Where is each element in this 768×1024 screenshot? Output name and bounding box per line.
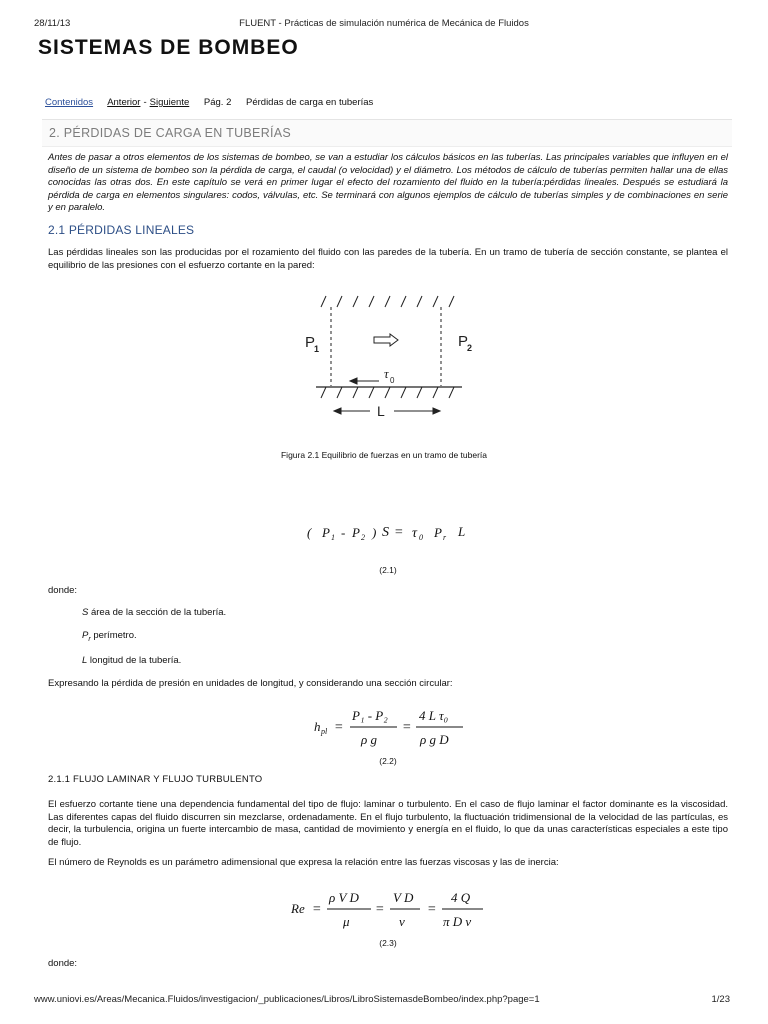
eq3-den3: π D ν — [443, 914, 472, 929]
footer-url: www.uniovi.es/Areas/Mecanica.Fluidos/investigacion/_publicaciones/Libros/LibroSistemasdeBombeo/index.php?page=1 — [34, 994, 540, 1005]
eq3-equals-1: = — [312, 902, 322, 917]
site-title: SISTEMAS DE BOMBEO — [38, 36, 299, 59]
equation-number-2-1: (2.1) — [379, 565, 397, 575]
footer-page-number: 1/23 — [711, 994, 730, 1005]
paragraph-reynolds: El número de Reynolds es un parámetro adimensional que expresa la relación entre las fuerzas viscosas y las de inercia: — [48, 857, 559, 868]
definition-text: perímetro. — [90, 630, 137, 641]
figure-caption: Figura 2.1 Equilibrio de fuerzas en un tramo de tubería — [280, 450, 487, 460]
length-label: L — [377, 403, 385, 419]
pressure-p1-label: P — [305, 334, 316, 351]
paragraph-flow-types: El esfuerzo cortante tiene una dependencia fundamental del tipo de flujo: laminar o turbulento. En el caso de flujo laminar el factor dominante es la viscosidad. Las diferentes capas del fluido discurren sin mezclarse, ordenadamente. En el flujo turbulento, la fluctuación tridimensional de la velocidad de las partículas, es decir, la turbulencia, origina un fuerte intercambio de masa, cantidad de movimiento y energía en el fluido, lo que da unas características especiales a este tipo de flujo. — [48, 799, 728, 848]
print-header-title: FLUENT - Prácticas de simulación numérica de Mecánica de Fluidos — [239, 18, 529, 29]
definition-symbol: L — [82, 655, 88, 666]
eq1-p1: P — [322, 525, 330, 540]
donde-label: donde: — [48, 585, 78, 596]
shear-stress-label: τ — [384, 366, 389, 381]
eq2-num2: 4 L τ₀ — [419, 708, 449, 723]
eq3-re: Re — [291, 901, 305, 916]
section-heading: 2. PÉRDIDAS DE CARGA EN TUBERÍAS — [49, 126, 292, 140]
subsection-heading: 2.1 PÉRDIDAS LINEALES — [48, 223, 195, 237]
eq2-h: h — [314, 719, 321, 734]
eq1-minus: - — [341, 525, 346, 540]
print-date: 28/11/13 — [34, 18, 71, 29]
anterior-link[interactable]: Anterior — [107, 97, 141, 108]
eq1-tau: τ — [412, 526, 418, 541]
eq3-den2: ν — [399, 914, 405, 929]
eq1-open-paren: ( — [307, 525, 312, 540]
siguiente-link[interactable]: Siguiente — [149, 97, 190, 108]
donde-label-2: donde: — [48, 958, 78, 969]
eq1-p1-sub: 1 — [331, 533, 335, 542]
eq1-pr-sub: r — [443, 533, 447, 542]
eq1-s: S — [382, 525, 389, 540]
eq2-h-sub: pl — [321, 727, 328, 736]
eq2-equals-2: = — [402, 720, 412, 735]
eq3-num1: ρ V D — [329, 890, 359, 905]
nav-separator: - — [143, 97, 147, 108]
contenidos-link[interactable]: Contenidos — [45, 97, 94, 108]
eq2-num1: P₁ - P₂ — [352, 708, 388, 723]
definition-symbol: S — [82, 607, 89, 618]
definition-symbol: P — [82, 630, 89, 641]
eq2-den2: ρ g D — [420, 732, 449, 747]
nav-section-name: Pérdidas de carga en tuberías — [246, 97, 374, 108]
eq3-den1: μ — [343, 914, 350, 929]
eq1-tau-sub: 0 — [419, 533, 423, 542]
pressure-p2-label: P — [458, 333, 469, 350]
eq1-p2-sub: 2 — [361, 533, 365, 542]
equation-number-2-3: (2.3) — [379, 938, 397, 948]
paragraph-lineal-losses: Las pérdidas lineales son las producidas por el rozamiento del fluido con las paredes de la tubería. En un tramo de tubería de sección constante, se plantea el equilibrio de las presiones con el esfuerzo cortante en la pared: — [48, 247, 728, 271]
shear-stress-subscript: 0 — [390, 376, 395, 385]
eq1-p2: P — [352, 525, 360, 540]
subsubsection-heading: 2.1.1 FLUJO LAMINAR Y FLUJO TURBULENTO — [48, 774, 263, 785]
paragraph-head-loss: Expresando la pérdida de presión en unidades de longitud, y considerando una sección circular: — [48, 678, 453, 689]
equation-number-2-2: (2.2) — [379, 756, 397, 766]
eq3-equals-2: = — [375, 902, 385, 917]
eq3-num2: V D — [393, 890, 414, 905]
definition-text: longitud de la tubería. — [87, 655, 182, 666]
eq3-num3: 4 Q — [451, 890, 471, 905]
eq3-equals-3: = — [427, 902, 437, 917]
definition-text: área de la sección de la tubería. — [88, 607, 227, 618]
pressure-p2-subscript: 2 — [467, 343, 473, 353]
page-indicator: Pág. 2 — [203, 97, 232, 108]
eq2-den1: ρ g — [361, 732, 377, 747]
intro-paragraph: Antes de pasar a otros elementos de los sistemas de bombeo, se van a estudiar los cálculos básicos en las tuberías. Las principales variables que influyen en el diseño de un sistema de bombeo son la pérdida de carga, el caudal (o velocidad) y el diámetro. Los métodos de cálculo de tuberías permiten hallar una de ellas conocidas las otras dos. En este capítulo se verá en primer lugar el efecto del rozamiento del fluido en la tubería:pérdidas lineales. Después se estudiará la pérdida de carga en elementos singulares: codos, válvulas, etc. Se terminará con algunos ejemplos de cálculo de tuberías simples y de combinaciones en serie y en paralelo. — [48, 152, 728, 214]
eq1-equals: = — [394, 525, 404, 540]
definition-subscript: r — [88, 635, 91, 643]
eq1-close-paren: ) — [372, 525, 377, 540]
eq2-equals-1: = — [334, 720, 344, 735]
pressure-p1-subscript: 1 — [314, 344, 320, 354]
eq1-pr: P — [434, 525, 442, 540]
eq1-l: L — [458, 524, 466, 539]
